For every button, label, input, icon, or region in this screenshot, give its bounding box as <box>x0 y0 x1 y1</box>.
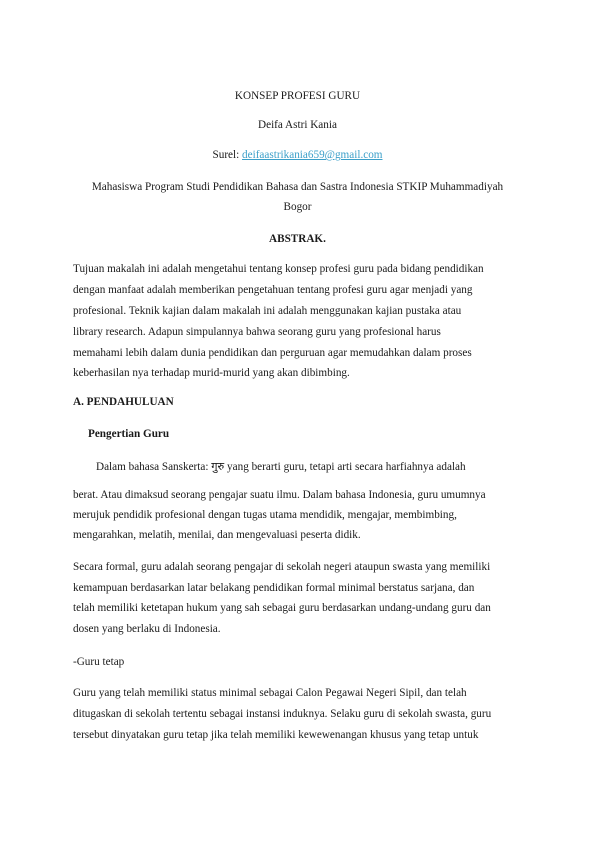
paragraph-line: telah memiliki ketetapan hukum yang sah sebagai guru berdasarkan undang-undang guru dan <box>73 602 491 614</box>
paragraph-line: merujuk pendidik profesional dengan tugas utama mendidik, mengajar, membimbing, <box>73 509 457 521</box>
paper-title: KONSEP PROFESI GURU <box>234 90 361 102</box>
subsection-heading: Pengertian Guru <box>88 428 170 440</box>
abstract-line: library research. Adapun simpulannya bahwa seorang guru yang profesional harus <box>73 326 441 338</box>
paragraph-line: Secara formal, guru adalah seorang pengajar di sekolah negeri ataupun swasta yang memiliki <box>73 561 491 573</box>
abstract-heading: ABSTRAK. <box>269 233 326 245</box>
paragraph-line: ditugaskan di sekolah tertentu sebagai instansi induknya. Selaku guru di sekolah swasta, guru <box>73 708 492 720</box>
author-name: Deifa Astri Kania <box>258 119 337 131</box>
abstract-line: Tujuan makalah ini adalah mengetahui tentang konsep profesi guru pada bidang pendidikan <box>73 263 484 275</box>
email-link[interactable]: deifaastrikania659@gmail.com <box>242 149 383 161</box>
affiliation-line: Bogor <box>283 201 312 213</box>
abstract-line: memahami lebih dalam dunia pendidikan dan perguruan agar memudahkan dalam proses <box>73 347 472 359</box>
paragraph-line: dosen yang berlaku di Indonesia. <box>73 623 221 635</box>
abstract-line: dengan manfaat adalah memberikan pengetahuan tentang profesi guru agar menjadi yang <box>73 284 473 296</box>
paragraph-line: tersebut dinyatakan guru tetap jika telah memiliki kewewenangan khusus yang tetap untuk <box>73 729 479 741</box>
paragraph-line: Guru yang telah memiliki status minimal sebagai Calon Pegawai Negeri Sipil, dan telah <box>73 687 467 699</box>
guru-tetap-label: -Guru tetap <box>73 656 125 668</box>
abstract-line: profesional. Teknik kajian dalam makalah ini adalah menggunakan kajian pustaka atau <box>73 305 462 317</box>
email-label: Surel: <box>212 149 243 161</box>
section-heading: A. PENDAHULUAN <box>73 396 174 408</box>
paragraph-line: mengarahkan, melatih, menilai, dan mengevaluasi peserta didik. <box>73 529 361 541</box>
paragraph-line: berat. Atau dimaksud seorang pengajar suatu ilmu. Dalam bahasa Indonesia, guru umumnya <box>73 489 486 501</box>
abstract-line: keberhasilan nya terhadap murid-murid yang akan dibimbing. <box>73 367 350 379</box>
paragraph-line: kemampuan berdasarkan latar belakang pendidikan formal minimal berstatus sarjana, dan <box>73 582 475 594</box>
email-line <box>0 148 595 162</box>
paragraph-line: Dalam bahasa Sanskerta: गुरु yang berarti guru, tetapi arti secara harfiahnya adalah <box>96 461 466 473</box>
affiliation-line: Mahasiswa Program Studi Pendidikan Bahasa dan Sastra Indonesia STKIP Muhammadiyah <box>91 181 504 193</box>
